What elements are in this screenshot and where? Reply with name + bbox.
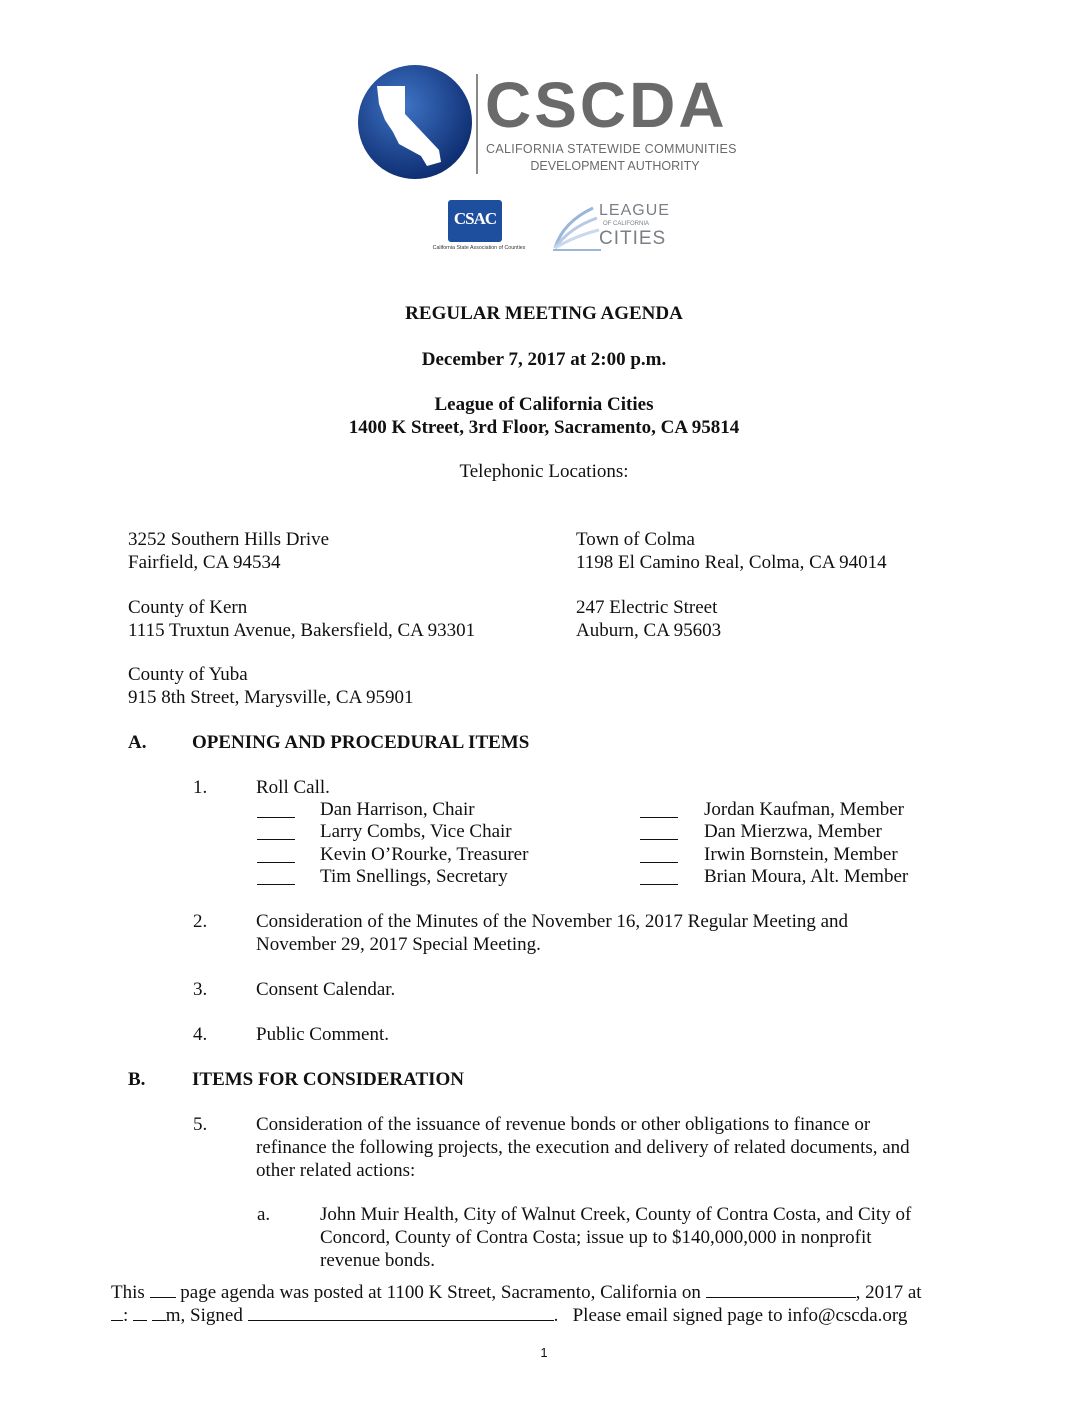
item-3-text: Consent Calendar. xyxy=(256,979,396,1000)
section-b-letter: B. xyxy=(128,1069,146,1090)
league-of-california: OF CALIFORNIA xyxy=(603,221,650,227)
roll-call-checkbox-line[interactable] xyxy=(257,799,295,818)
section-a-title: OPENING AND PROCEDURAL ITEMS xyxy=(192,732,530,753)
email-instruction: Please email signed page to info@cscda.org xyxy=(572,1305,908,1326)
meeting-date: December 7, 2017 at 2:00 p.m. xyxy=(421,349,667,370)
location-right-2-line-2: Auburn, CA 95603 xyxy=(576,620,722,641)
posting-text: page agenda was posted at 1100 K Street, Sacramento, California on xyxy=(180,1282,701,1303)
roll-call-name: Irwin Bornstein, Member xyxy=(704,844,898,865)
page-number: 1 xyxy=(540,1345,548,1360)
item-4-number: 4. xyxy=(193,1024,208,1045)
item-5a-text-line-3: revenue bonds. xyxy=(320,1250,436,1271)
csac-mark: CSAC xyxy=(448,200,502,242)
item-2-text-line-1: Consideration of the Minutes of the November 16, 2017 Regular Meeting and xyxy=(256,911,849,932)
posting-line-1 xyxy=(111,1281,922,1304)
league-cities: CITIES xyxy=(599,228,667,249)
roll-call-name: Brian Moura, Alt. Member xyxy=(704,866,909,887)
roll-call-name: Dan Harrison, Chair xyxy=(320,799,475,820)
cscda-subtitle-line-2: DEVELOPMENT AUTHORITY xyxy=(530,159,700,173)
location-right-2-line-1: 247 Electric Street xyxy=(576,597,718,618)
posting-minute-blank[interactable] xyxy=(133,1320,147,1321)
item-5-text-line-1: Consideration of the issuance of revenue bonds or other obligations to finance or xyxy=(256,1114,871,1135)
location-right-1-line-2: 1198 El Camino Real, Colma, CA 94014 xyxy=(576,552,887,573)
posting-text: . xyxy=(553,1305,559,1326)
venue-address: 1400 K Street, 3rd Floor, Sacramento, CA 95814 xyxy=(348,417,740,438)
roll-call-checkbox-line[interactable] xyxy=(257,866,295,885)
roll-call-name: Dan Mierzwa, Member xyxy=(704,821,882,842)
item-5a-text-line-2: Concord, County of Contra Costa; issue up to $140,000,000 in nonprofit xyxy=(320,1227,872,1248)
roll-call-checkbox-line[interactable] xyxy=(640,844,678,863)
roll-call-checkbox-line[interactable] xyxy=(640,866,678,885)
csac-caption: California State Association of Counties xyxy=(432,245,526,251)
item-4-text: Public Comment. xyxy=(256,1024,389,1045)
cscda-logo xyxy=(355,62,755,187)
location-right-1-line-1: Town of Colma xyxy=(576,529,695,550)
posting-hour-blank[interactable] xyxy=(111,1320,123,1321)
roll-call-name: Jordan Kaufman, Member xyxy=(704,799,904,820)
section-b-title: ITEMS FOR CONSIDERATION xyxy=(192,1069,465,1090)
posting-text: This xyxy=(111,1282,145,1303)
posting-text: : xyxy=(123,1305,129,1326)
posting-text: m, Signed xyxy=(165,1305,243,1326)
item-1-number: 1. xyxy=(193,777,208,798)
location-left-1-line-2: Fairfield, CA 94534 xyxy=(128,552,281,573)
section-a-letter: A. xyxy=(128,732,147,753)
posting-ampm-blank[interactable] xyxy=(152,1320,166,1321)
roll-call-checkbox-line[interactable] xyxy=(640,799,678,818)
location-left-2-line-1: County of Kern xyxy=(128,597,248,618)
item-2-text-line-2: November 29, 2017 Special Meeting. xyxy=(256,934,541,955)
roll-call-checkbox-line[interactable] xyxy=(257,844,295,863)
posting-line-2 xyxy=(111,1304,907,1327)
location-left-3-line-2: 915 8th Street, Marysville, CA 95901 xyxy=(128,687,414,708)
item-1-text: Roll Call. xyxy=(256,777,330,798)
item-5-text-line-2: refinance the following projects, the execution and delivery of related documents, and xyxy=(256,1137,910,1158)
roll-call-name: Larry Combs, Vice Chair xyxy=(320,821,512,842)
roll-call-name: Kevin O’Rourke, Treasurer xyxy=(320,844,529,865)
california-globe-icon xyxy=(355,62,475,182)
posting-date-blank[interactable] xyxy=(706,1297,856,1298)
item-5a-text-line-1: John Muir Health, City of Walnut Creek, County of Contra Costa, and City of xyxy=(320,1204,912,1225)
cscda-wordmark: CSCDA xyxy=(485,69,728,141)
roll-call-name: Tim Snellings, Secretary xyxy=(320,866,508,887)
roll-call-checkbox-line[interactable] xyxy=(640,821,678,840)
venue-name: League of California Cities xyxy=(434,394,654,415)
item-5-text-line-3: other related actions: xyxy=(256,1160,416,1181)
item-5a-letter: a. xyxy=(257,1204,271,1225)
csac-logo xyxy=(418,200,540,254)
posting-text: , 2017 at xyxy=(855,1282,922,1303)
page-count-blank[interactable] xyxy=(150,1297,176,1298)
item-5-number: 5. xyxy=(193,1114,208,1135)
telephonic-heading: Telephonic Locations: xyxy=(459,461,629,482)
location-left-3-line-1: County of Yuba xyxy=(128,664,248,685)
location-left-2-line-2: 1115 Truxtun Avenue, Bakersfield, CA 93301 xyxy=(128,620,476,641)
roll-call-checkbox-line[interactable] xyxy=(257,821,295,840)
cscda-subtitle-line-1: CALIFORNIA STATEWIDE COMMUNITIES xyxy=(486,142,737,156)
signature-blank[interactable] xyxy=(248,1320,554,1321)
agenda-title: REGULAR MEETING AGENDA xyxy=(405,303,683,324)
item-2-number: 2. xyxy=(193,911,208,932)
item-3-number: 3. xyxy=(193,979,208,1000)
location-left-1-line-1: 3252 Southern Hills Drive xyxy=(128,529,330,550)
wave-swoosh-icon xyxy=(553,202,601,252)
league-word: LEAGUE xyxy=(599,202,670,219)
league-of-california-cities-logo xyxy=(553,202,683,254)
